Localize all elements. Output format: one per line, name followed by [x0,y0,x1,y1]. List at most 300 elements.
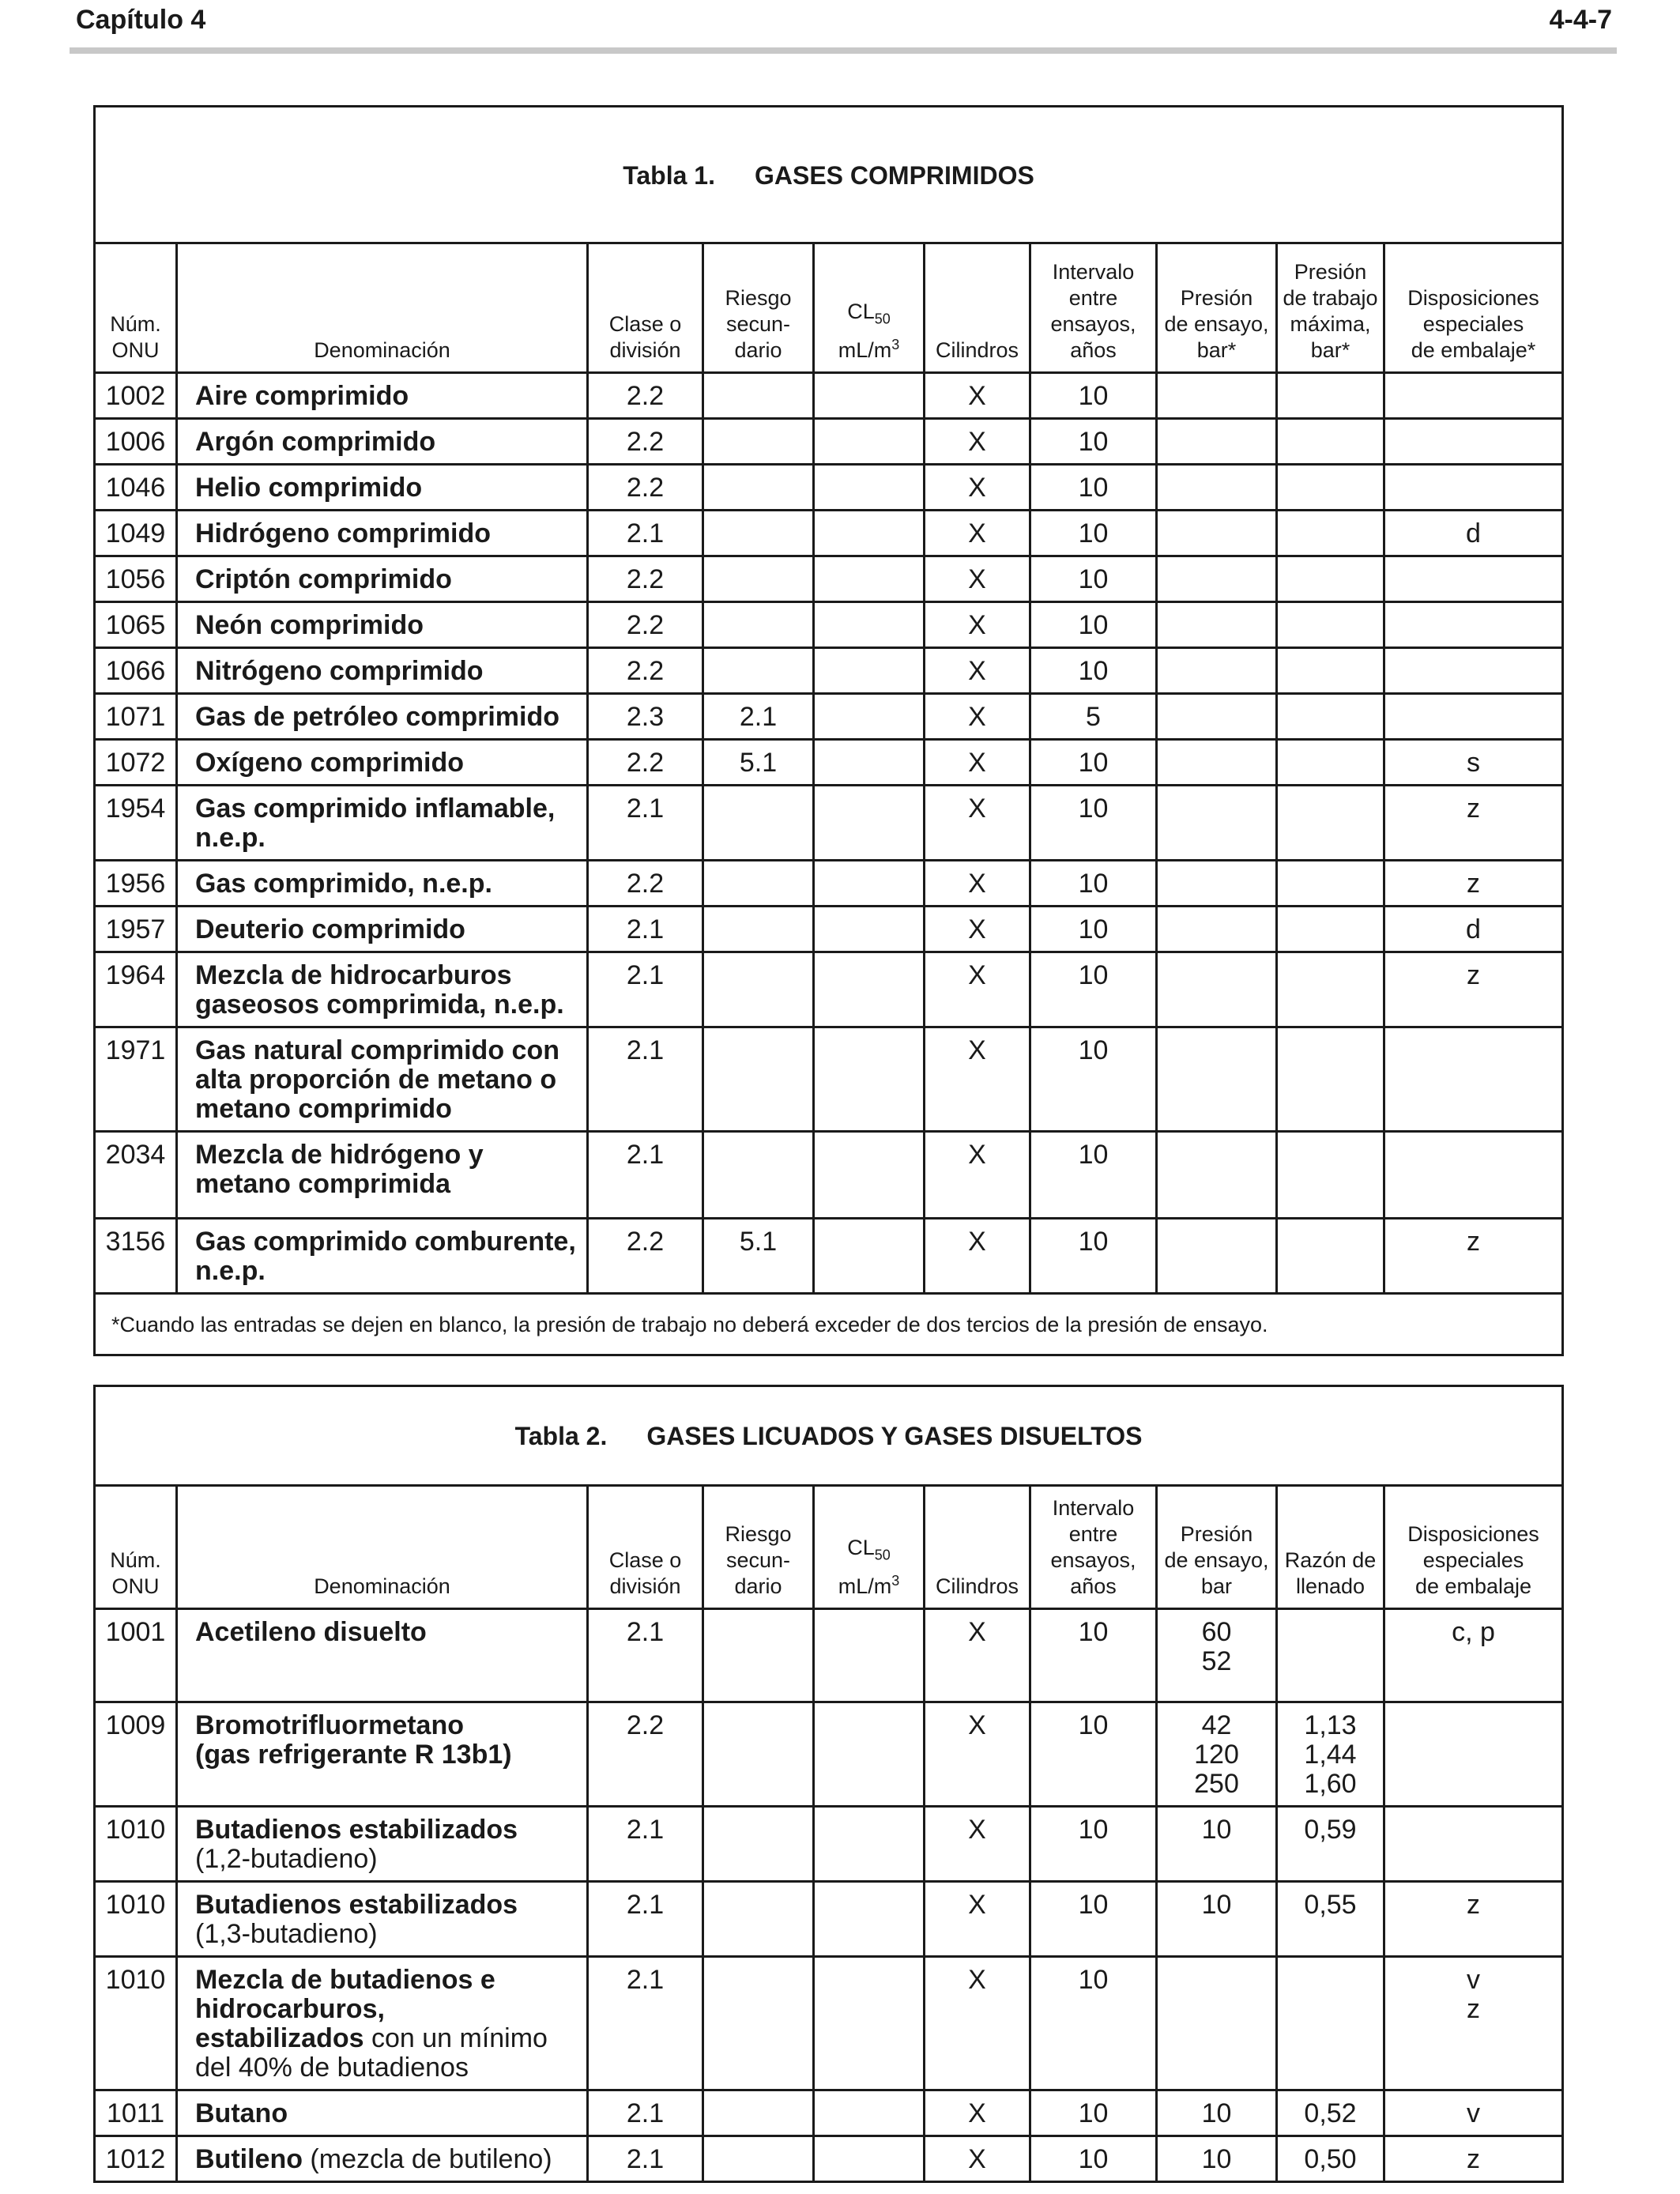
cell-presion [1157,1219,1277,1294]
cell-disposiciones: d [1384,907,1563,952]
table-row [95,786,1563,861]
cell-clase: 2.1 [588,511,703,556]
cell-intervalo: 10 [1030,373,1157,419]
name-bold: Butadienos estabilizados [195,1815,518,1845]
cell-cilindros: X [925,907,1030,952]
cell-num-onu: 1964 [95,952,177,1027]
cell-cl50 [814,1882,925,1957]
cell-riesgo [703,1027,814,1132]
cell-disposiciones [1384,1957,1563,2090]
cell-presion-trabajo [1277,602,1384,648]
header-cilindros: Cilindros [925,1486,1030,1609]
cell-disposiciones [1384,1702,1563,1807]
header-line: de embalaje* [1411,338,1536,362]
header-line: entre [1068,286,1118,310]
name-bold [195,427,435,457]
cell-num-onu: 1011 [95,2090,177,2136]
cell-disposiciones [1384,602,1563,648]
cell-cl50 [814,2090,925,2136]
cell-intervalo: 10 [1030,1027,1157,1132]
cell-presion-trabajo [1277,786,1384,861]
cell-denominacion [177,648,588,694]
cell-presion-trabajo [1277,952,1384,1027]
cl-superscript: 3 [891,1573,900,1589]
cell-cilindros: X [925,1957,1030,2090]
cell-presion [1157,1027,1277,1132]
header-line: Núm. [110,312,161,336]
name-bold [195,610,424,640]
name-regular: del 40% de butadienos [195,2053,469,2083]
value-line: 1,13 [1304,1710,1357,1740]
name-regular: con un mínimo [363,2023,548,2053]
cell-riesgo [703,1807,814,1882]
page-header [76,5,1612,38]
cell-clase: 2.2 [588,648,703,694]
name-bold [195,914,465,944]
cell-razon-llenado [1277,2090,1384,2136]
cell-denominacion [177,786,588,861]
value-line: 0,59 [1304,1815,1357,1845]
name-bold [195,518,491,548]
cell-denominacion [177,465,588,511]
cell-denominacion [177,1957,588,2090]
header-line: Clase o [608,1548,682,1572]
name-bold [195,564,452,594]
cell-presion [1157,556,1277,602]
table-row [95,1132,1563,1219]
table-footnote: *Cuando las entradas se dejen en blanco, la presión de trabajo no deberá exceder de dos tercios de la presión de ensayo. [95,1294,1563,1355]
header-line: ONU [111,1574,160,1598]
name-bold [195,381,409,411]
cell-presion-trabajo [1277,907,1384,952]
cell-clase: 2.1 [588,907,703,952]
name-bold: estabilizados [195,2023,364,2053]
cell-denominacion [177,511,588,556]
name-bold [195,656,484,686]
name-bold: Butano [195,2098,288,2128]
column-header-row [95,1486,1563,1609]
name-line: Argón comprimido [195,427,436,457]
table-caption [95,1386,1563,1486]
table-gases-licuados [93,1385,1564,2183]
cell-riesgo: 5.1 [703,1219,814,1294]
name-regular: (mezcla de butileno) [302,2144,552,2174]
cell-cilindros: X [925,648,1030,694]
cell-intervalo: 10 [1030,1882,1157,1957]
table-row [95,556,1563,602]
cell-cilindros: X [925,373,1030,419]
name-bold [195,702,559,732]
name-line: Neón comprimido [195,610,424,640]
cell-riesgo [703,602,814,648]
cell-num-onu: 1971 [95,1027,177,1132]
cell-denominacion [177,602,588,648]
cell-cl50 [814,602,925,648]
value-line: 10 [1201,2098,1232,2128]
column-header-row [95,243,1563,373]
table-row [95,419,1563,465]
table-row [95,648,1563,694]
cell-cilindros: X [925,602,1030,648]
header-line: años [1070,1574,1117,1598]
cell-cl50 [814,419,925,465]
name-bold: Acetileno disuelto [195,1617,427,1647]
cell-razon-llenado [1277,2136,1384,2182]
name-bold: (gas refrigerante R 13b1) [195,1740,512,1770]
cell-presion [1157,602,1277,648]
cell-intervalo: 10 [1030,740,1157,786]
cell-denominacion [177,373,588,419]
cell-cl50 [814,1807,925,1882]
header-line: Núm. [110,1548,161,1572]
cell-cl50 [814,786,925,861]
cell-riesgo [703,1702,814,1807]
name-line: Mezcla de hidrógeno y [195,1140,484,1170]
cell-denominacion [177,740,588,786]
cell-cl50 [814,907,925,952]
header-line: de trabajo [1283,286,1378,310]
cell-clase: 2.2 [588,373,703,419]
cell-presion [1157,907,1277,952]
cell-presion-trabajo [1277,1027,1384,1132]
header-presion-trabajo [1277,243,1384,373]
table-row [95,602,1563,648]
cell-clase: 2.1 [588,1132,703,1219]
table-row [95,1882,1563,1957]
cell-disposiciones [1384,1807,1563,1882]
cell-presion-trabajo [1277,648,1384,694]
cell-denominacion [177,1219,588,1294]
cell-presion [1157,648,1277,694]
name-bold: Bromotrifluormetano [195,1710,464,1740]
header-line: máxima, [1290,312,1371,336]
cell-denominacion [177,1807,588,1882]
cell-num-onu: 1072 [95,740,177,786]
cell-razon-llenado [1277,1882,1384,1957]
cell-intervalo: 10 [1030,1219,1157,1294]
cell-num-onu: 1954 [95,786,177,861]
value-line: 10 [1201,2144,1232,2174]
cell-presion-trabajo [1277,465,1384,511]
cell-presion [1157,1882,1277,1957]
caption-row [95,107,1563,243]
cell-num-onu: 1010 [95,1882,177,1957]
cell-riesgo: 5.1 [703,740,814,786]
cell-num-onu: 1071 [95,694,177,740]
name-line: Mezcla de hidrocarburos [195,960,512,990]
page-number: 4-4-7 [1549,5,1612,35]
name-bold: Butileno [195,2144,303,2174]
cell-cilindros: X [925,419,1030,465]
value-line: 1,60 [1304,1769,1357,1799]
cell-num-onu: 1956 [95,861,177,907]
table-row [95,373,1563,419]
name-bold: hidrocarburos, [195,1994,385,2024]
header-num-onu [95,243,177,373]
header-clase [588,1486,703,1609]
table-row [95,2136,1563,2182]
header-line: división [609,338,681,362]
table-caption [95,107,1563,243]
cell-riesgo [703,861,814,907]
cell-clase: 2.2 [588,419,703,465]
cell-intervalo: 10 [1030,2090,1157,2136]
name-line: Gas comprimido, n.e.p. [195,869,492,899]
header-line: Disposiciones [1407,1522,1539,1546]
name-line: alta proporción de metano o [195,1065,557,1095]
cell-presion [1157,1609,1277,1702]
cell-cl50 [814,511,925,556]
cell-riesgo [703,952,814,1027]
table-row [95,1027,1563,1132]
cell-cilindros: X [925,694,1030,740]
cell-presion [1157,1702,1277,1807]
header-line: especiales [1422,312,1524,336]
table-row [95,952,1563,1027]
table-title: GASES COMPRIMIDOS [754,160,1034,190]
cell-presion-trabajo [1277,373,1384,419]
cell-clase: 2.1 [588,1609,703,1702]
cell-clase: 2.1 [588,2090,703,2136]
cell-disposiciones [1384,2090,1563,2136]
cell-num-onu: 1066 [95,648,177,694]
cell-cl50 [814,1609,925,1702]
cell-denominacion [177,1882,588,1957]
value-line: z [1467,1890,1480,1920]
cell-denominacion [177,556,588,602]
table-label: Tabla 2. [514,1422,608,1450]
cell-denominacion [177,2136,588,2182]
cell-intervalo: 10 [1030,861,1157,907]
cell-disposiciones [1384,1882,1563,1957]
value-line: z [1467,1994,1480,2024]
header-line: Disposiciones [1407,286,1539,310]
cell-cilindros: X [925,556,1030,602]
cell-cilindros: X [925,861,1030,907]
cell-denominacion [177,952,588,1027]
cell-riesgo [703,1132,814,1219]
cell-num-onu: 1002 [95,373,177,419]
name-bold [195,1035,559,1124]
header-riesgo [703,1486,814,1609]
cell-num-onu: 1012 [95,2136,177,2182]
cell-cilindros: X [925,1807,1030,1882]
header-denominacion: Denominación [177,1486,588,1609]
name-line: gaseosos comprimida, n.e.p. [195,990,564,1020]
cell-disposiciones [1384,694,1563,740]
cell-cilindros: X [925,1702,1030,1807]
header-line: dario [734,1574,782,1598]
name-line: Nitrógeno comprimido [195,656,484,686]
table-label: Tabla 1. [623,160,715,190]
name-line: Gas de petróleo comprimido [195,702,559,732]
cell-riesgo [703,373,814,419]
cell-intervalo: 10 [1030,952,1157,1027]
header-line: Presión [1180,1522,1253,1546]
cell-disposiciones: z [1384,952,1563,1027]
cell-disposiciones: s [1384,740,1563,786]
name-line: metano comprimido [195,1094,452,1124]
cell-intervalo: 10 [1030,419,1157,465]
cell-clase: 2.2 [588,556,703,602]
header-line: Intervalo [1052,260,1135,284]
name-line: n.e.p. [195,823,266,853]
cell-presion [1157,740,1277,786]
header-presion [1157,243,1277,373]
cell-presion [1157,952,1277,1027]
cell-num-onu: 1009 [95,1702,177,1807]
cl-subscript: 50 [874,1547,891,1563]
cell-riesgo [703,511,814,556]
cell-clase: 2.2 [588,602,703,648]
name-bold [195,869,492,899]
cell-presion-trabajo [1277,694,1384,740]
header-line: ONU [111,338,160,362]
cell-num-onu: 1001 [95,1609,177,1702]
cell-disposiciones [1384,373,1563,419]
value-line: 42 [1201,1710,1232,1740]
cell-cl50 [814,1219,925,1294]
cell-clase: 2.1 [588,786,703,861]
cell-cl50 [814,465,925,511]
header-cilindros: Cilindros [925,243,1030,373]
cell-disposiciones [1384,1609,1563,1702]
cell-disposiciones: z [1384,1219,1563,1294]
cell-num-onu: 1010 [95,1957,177,2090]
cell-intervalo: 10 [1030,1702,1157,1807]
name-bold [195,473,422,503]
value-line: 52 [1201,1646,1232,1676]
name-line: Helio comprimido [195,473,423,503]
cell-clase: 2.2 [588,1702,703,1807]
cell-cilindros: X [925,465,1030,511]
name-line: n.e.p. [195,1256,266,1286]
header-line: secun- [725,312,791,336]
cl-label: CL [847,1535,875,1559]
cell-denominacion [177,1027,588,1132]
cell-disposiciones: z [1384,786,1563,861]
cell-denominacion [177,419,588,465]
cell-riesgo [703,907,814,952]
cell-clase: 2.1 [588,1807,703,1882]
cell-riesgo [703,556,814,602]
cell-cl50 [814,2136,925,2182]
header-presion [1157,1486,1277,1609]
cell-cilindros: X [925,952,1030,1027]
cell-presion-trabajo [1277,419,1384,465]
cell-num-onu: 1065 [95,602,177,648]
value-line: 0,55 [1304,1890,1357,1920]
cell-num-onu: 1010 [95,1807,177,1882]
value-line: z [1467,2144,1480,2174]
value-line: 0,52 [1304,2098,1357,2128]
cell-cilindros: X [925,1027,1030,1132]
note-row [95,1294,1563,1355]
cell-num-onu: 1056 [95,556,177,602]
cell-denominacion [177,1609,588,1702]
cl-unit: mL/m [838,338,892,362]
cell-num-onu: 1006 [95,419,177,465]
table-row [95,1702,1563,1807]
cell-clase: 2.1 [588,2136,703,2182]
cell-num-onu: 1046 [95,465,177,511]
cell-cl50 [814,1957,925,2090]
cell-intervalo: 10 [1030,1807,1157,1882]
value-line: v [1467,1965,1480,1995]
cell-disposiciones: d [1384,511,1563,556]
cell-cl50 [814,1702,925,1807]
header-line: bar [1200,1574,1233,1598]
cell-num-onu: 3156 [95,1219,177,1294]
cell-presion-trabajo [1277,861,1384,907]
name-bold [195,1140,484,1199]
table-row [95,1957,1563,2090]
header-disposiciones [1384,1486,1563,1609]
cell-cl50 [814,556,925,602]
cell-razon-llenado [1277,1702,1384,1807]
header-num-onu [95,1486,177,1609]
header-riesgo [703,243,814,373]
cell-disposiciones: z [1384,861,1563,907]
cell-riesgo [703,1882,814,1957]
header-line: bar* [1310,338,1350,362]
cell-presion-trabajo [1277,740,1384,786]
cell-denominacion [177,861,588,907]
cell-denominacion [177,1702,588,1807]
name-line: Gas comprimido comburente, [195,1227,576,1257]
table-row [95,1219,1563,1294]
name-bold [195,748,464,778]
chapter-label: Capítulo 4 [76,5,206,35]
cell-cl50 [814,648,925,694]
cell-cl50 [814,861,925,907]
cell-cl50 [814,694,925,740]
cell-denominacion [177,907,588,952]
value-line: 60 [1201,1617,1232,1647]
header-line: división [609,1574,681,1598]
cell-razon-llenado [1277,1807,1384,1882]
name-line: Oxígeno comprimido [195,748,465,778]
table-row [95,861,1563,907]
value-line: 10 [1201,1890,1232,1920]
cell-clase: 2.1 [588,1957,703,2090]
cell-razon-llenado [1277,1957,1384,2090]
cell-intervalo: 10 [1030,786,1157,861]
header-clase [588,243,703,373]
name-bold [195,960,564,1020]
cell-clase: 2.1 [588,1027,703,1132]
value-line: 120 [1194,1740,1239,1770]
table-row [95,740,1563,786]
cell-cl50 [814,1132,925,1219]
name-line: Deuterio comprimido [195,914,465,944]
header-line: Presión [1180,286,1253,310]
name-regular: (1,2-butadieno) [195,1844,378,1874]
header-intervalo [1030,1486,1157,1609]
cell-riesgo [703,1957,814,2090]
header-line: de ensayo, [1164,312,1269,336]
cell-disposiciones [1384,2136,1563,2182]
cell-presion [1157,1957,1277,2090]
cell-riesgo: 2.1 [703,694,814,740]
cell-num-onu: 1957 [95,907,177,952]
header-line: de embalaje [1414,1574,1532,1598]
cell-disposiciones [1384,1027,1563,1132]
name-line: Aire comprimido [195,381,409,411]
cl-unit: mL/m [838,1574,892,1598]
cell-presion [1157,511,1277,556]
table-gases-comprimidos [93,105,1564,1356]
